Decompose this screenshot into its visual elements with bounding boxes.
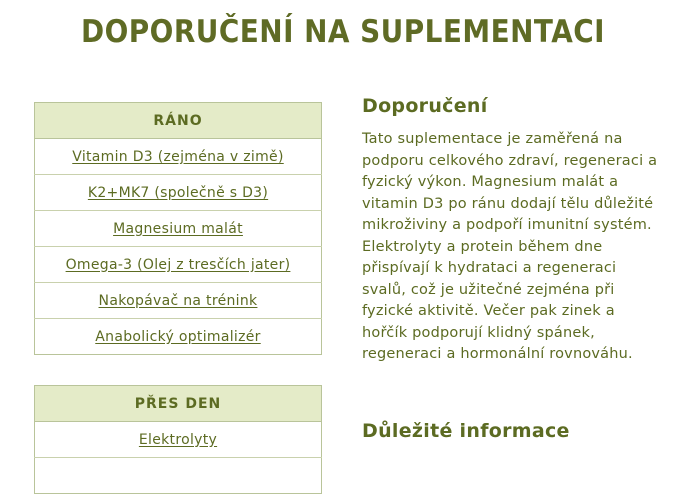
- table-row: [35, 175, 322, 211]
- table-row: [35, 247, 322, 283]
- supplement-link[interactable]: Vitamin D3 (zejména v zimě): [72, 148, 284, 165]
- day-header: PŘES DEN: [35, 386, 322, 422]
- supplement-link[interactable]: Elektrolyty: [138, 431, 218, 448]
- supplement-link[interactable]: Magnesium malát: [113, 220, 243, 237]
- table-row: [35, 458, 322, 494]
- morning-header: RÁNO: [35, 103, 322, 139]
- info-section: [362, 420, 662, 442]
- table-row: [35, 139, 322, 175]
- page-title: DOPORUČENÍ NA SUPLEMENTACI: [80, 14, 606, 50]
- recommendation-section: [362, 95, 662, 366]
- morning-table: [34, 102, 322, 355]
- recommendation-text: Tato suplementace je zaměřená na podporu celkového zdraví, regeneraci a fyzický výkon. Magnesium malát a vitamin D3 po ránu dodají tělu důležité mikroživiny a podpoří imunitní systém. Elektrolyty a protein během dne přispívají k hydrataci a regeneraci svalů, což je užitečné zejména při fyzické aktivitě. Večer pak zinek a hořčík podporují klidný spánek, regeneraci a hormonální rovnováhu.: [362, 131, 658, 362]
- supplement-link[interactable]: Anabolický optimalizér: [95, 328, 261, 345]
- table-row: [35, 211, 322, 247]
- day-table: [34, 385, 322, 494]
- table-row: [35, 319, 322, 355]
- supplement-link[interactable]: Nakopávač na trénink: [98, 292, 258, 309]
- supplement-link[interactable]: K2+MK7 (společně s D3): [87, 184, 269, 201]
- info-heading: Důležité informace: [362, 420, 570, 442]
- supplement-link[interactable]: Omega-3 (Olej z tresčích jater): [65, 256, 291, 273]
- table-row: [35, 283, 322, 319]
- recommendation-heading: Doporučení: [362, 95, 488, 117]
- table-row: [35, 422, 322, 458]
